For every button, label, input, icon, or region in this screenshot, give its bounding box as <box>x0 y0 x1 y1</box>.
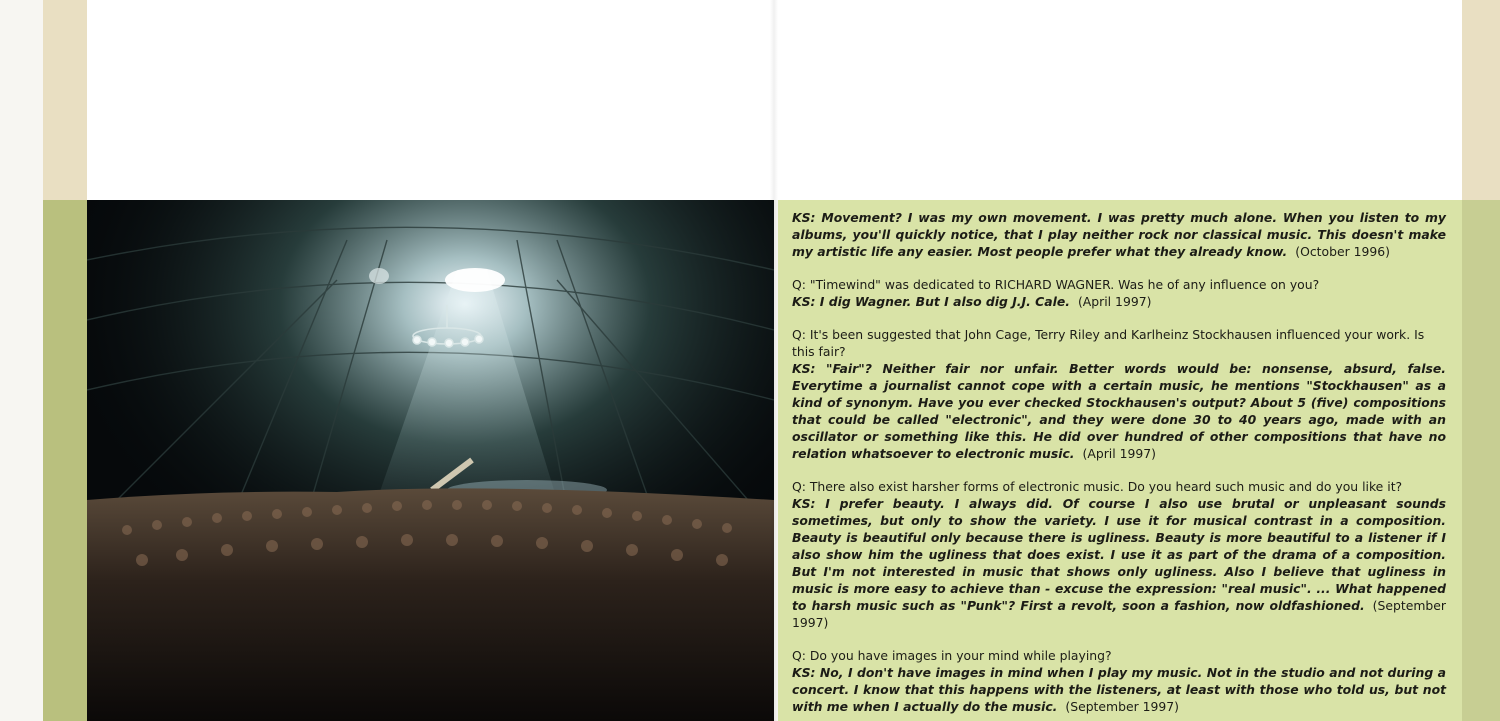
concert-crowd-photo <box>87 200 774 721</box>
answer-text <box>792 209 1446 260</box>
answer-date: (October 1996) <box>1295 244 1390 259</box>
answer-body: KS: I dig Wagner. But I also dig J.J. Cale. <box>792 294 1070 309</box>
answer-body: KS: "Fair"? Neither fair nor unfair. Better words would be: nonsense, absurd, false. Everytime a journalist cannot cope with a certain music, he mentions "Stockhausen" as a kind of synonym. Have you ever checked Stockhausen's output? About 5 (five) compositions that could be called "electronic", and they were done 30 to 40 years ago, made with an oscillator or something like this. He did over hundred of other compositions that have no relation whatsoever to electronic music. <box>792 361 1446 461</box>
concert-crowd-photo-icon <box>87 200 774 721</box>
booklet-fold <box>770 0 778 721</box>
answer-text <box>792 293 1446 310</box>
answer-body: KS: Movement? I was my own movement. I was pretty much alone. When you listen to my albums, you'll quickly notice, that I play neither rock nor classical music. This doesn't make my artistic life any easier. Most people prefer what they already know. <box>792 210 1446 259</box>
interview-entry <box>792 276 1446 310</box>
interview-entry <box>792 647 1446 715</box>
answer-text <box>792 360 1446 462</box>
interview-text-panel <box>778 200 1462 721</box>
answer-text <box>792 495 1446 631</box>
question-text: Q: There also exist harsher forms of electronic music. Do you heard such music and do you like it? <box>792 479 1403 494</box>
question-text: Q: "Timewind" was dedicated to RICHARD WAGNER. Was he of any influence on you? <box>792 277 1320 292</box>
answer-date: (April 1997) <box>1082 446 1156 461</box>
answer-date: (September 1997) <box>1065 699 1180 714</box>
left-cream-band <box>43 0 87 200</box>
interview-entry <box>792 209 1446 260</box>
question-text: Q: Do you have images in your mind while playing? <box>792 648 1112 663</box>
left-green-band <box>43 200 87 721</box>
answer-body: KS: I prefer beauty. I always did. Of course I also use brutal or unpleasant sounds sometimes, but only to show the variety. I use it for musical contrast in a composition. Beauty is beautiful only because there is ugliness. Beauty is more beautiful to a listener if I also show him the ugliness that does exist. I use it as part of the drama of a composition. But I'm not interested in music that shows only ugliness. Also I believe that ugliness in music is more easy to achieve than - excuse the expression: "real music". ... What happened to harsh music such as "Punk"? First a revolt, soon a fashion, now oldfashioned. <box>792 496 1446 613</box>
question-text: Q: It's been suggested that John Cage, Terry Riley and Karlheinz Stockhausen influenced your work. Is this fair? <box>792 327 1425 359</box>
interview-entry <box>792 478 1446 631</box>
right-green-band <box>1462 200 1500 721</box>
interview-entry <box>792 326 1446 462</box>
right-cream-band <box>1462 0 1500 200</box>
answer-text <box>792 664 1446 715</box>
answer-date: (September 1997) <box>792 598 1446 630</box>
answer-body: KS: No, I don't have images in mind when I play my music. Not in the studio and not during a concert. I know that this happens with the listeners, at least with those who told us, but not with me when I actually do the music. <box>792 665 1446 714</box>
answer-date: (April 1997) <box>1077 294 1152 309</box>
